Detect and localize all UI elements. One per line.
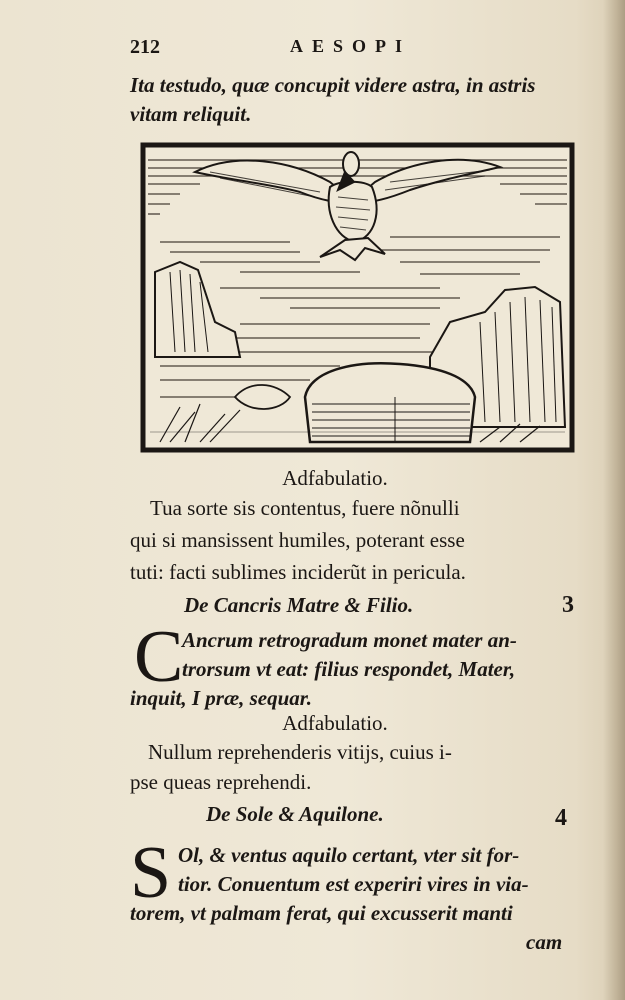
- fable3-title: De Cancris Matre & Filio.: [184, 593, 414, 617]
- fable-end-line-2: vitam reliquit.: [130, 102, 252, 126]
- page-number: 212: [130, 36, 160, 58]
- moral1-line-1: Tua sorte sis contentus, fuere nõnulli: [150, 496, 460, 520]
- moral2-line-2: pse queas reprehendi.: [130, 770, 312, 794]
- fable-end-line-1: Ita testudo, quæ concupit videre astra, in astris: [130, 73, 536, 97]
- fable4-line-1: Ol, & ventus aquilo certant, vter sit for-: [178, 843, 520, 867]
- fable4-number: 4: [555, 805, 567, 831]
- fable3-dropcap: C: [134, 616, 184, 698]
- fable3-line-2: trorsum vt eat: filius respondet, Mater,: [182, 657, 516, 681]
- running-head: AESOPI: [290, 36, 412, 56]
- page-gutter-shadow: [603, 0, 625, 1000]
- moral1-line-2: qui si mansissent humiles, poterant esse: [130, 528, 465, 552]
- fable4-title: De Sole & Aquilone.: [206, 802, 384, 826]
- catchword: cam: [526, 930, 563, 954]
- fable3-line-3: inquit, I præ, sequar.: [130, 686, 313, 710]
- moral2-line-1: Nullum reprehenderis vitijs, cuius i-: [148, 740, 452, 764]
- fable4-dropcap: S: [130, 832, 172, 914]
- fable3-line-1: Ancrum retrogradum monet mater an-: [182, 628, 517, 652]
- moral1-line-3: tuti: facti sublimes inciderũt in pericula.: [130, 560, 466, 584]
- woodcut-illustration: [140, 142, 575, 453]
- moral-heading-2: Adfabulatio.: [282, 711, 388, 735]
- fable4-line-3: torem, vt palmam ferat, qui excusserit manti: [130, 901, 513, 925]
- moral-heading-1: Adfabulatio.: [282, 466, 388, 490]
- fable4-line-2: tior. Conuentum est experiri vires in via-: [178, 872, 529, 896]
- page-header: [130, 36, 570, 62]
- fable3-number: 3: [562, 592, 574, 618]
